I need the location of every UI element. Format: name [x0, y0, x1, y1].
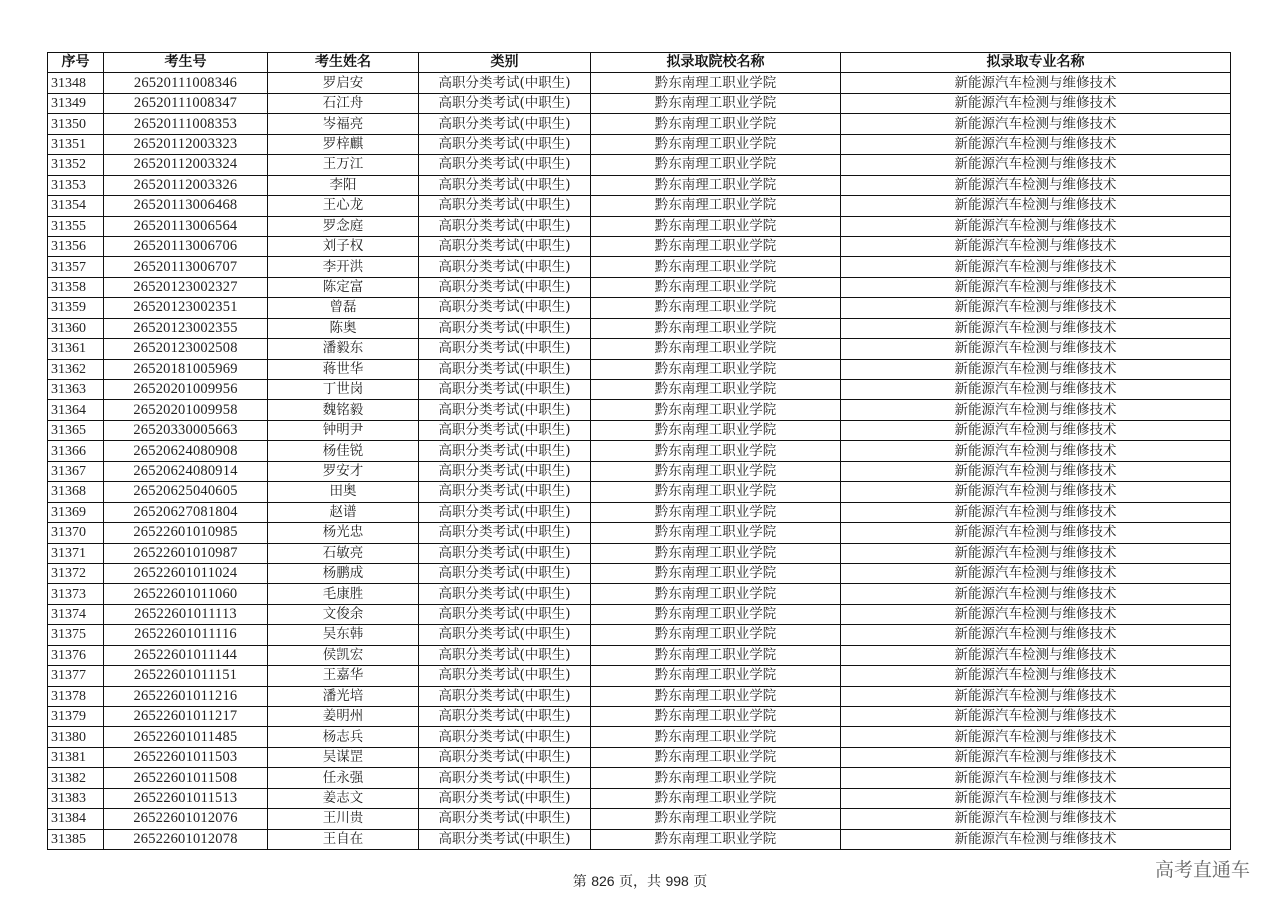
table-row [48, 768, 1231, 788]
cell-school: 黔东南理工职业学院 [591, 747, 841, 767]
table-row [48, 196, 1231, 216]
table-row [48, 114, 1231, 134]
cell-major: 新能源汽车检测与维修技术 [841, 298, 1231, 318]
cell-major: 新能源汽车检测与维修技术 [841, 482, 1231, 502]
cell-exam-id: 26520624080908 [104, 441, 268, 461]
table-row [48, 298, 1231, 318]
cell-seq: 31364 [48, 400, 104, 420]
cell-school: 黔东南理工职业学院 [591, 523, 841, 543]
footer-prefix: 第 [572, 874, 587, 890]
cell-category: 高职分类考试(中职生) [419, 155, 591, 175]
cell-category: 高职分类考试(中职生) [419, 73, 591, 93]
cell-exam-id: 26520111008347 [104, 93, 268, 113]
cell-exam-id: 26520113006707 [104, 257, 268, 277]
cell-name: 杨佳锐 [268, 441, 419, 461]
cell-seq: 31356 [48, 236, 104, 256]
cell-category: 高职分类考试(中职生) [419, 236, 591, 256]
cell-category: 高职分类考试(中职生) [419, 134, 591, 154]
cell-category: 高职分类考试(中职生) [419, 523, 591, 543]
table-row [48, 686, 1231, 706]
cell-seq: 31369 [48, 502, 104, 522]
table-row [48, 502, 1231, 522]
cell-major: 新能源汽车检测与维修技术 [841, 604, 1231, 624]
cell-name: 侯凯宏 [268, 645, 419, 665]
cell-seq: 31384 [48, 809, 104, 829]
cell-seq: 31358 [48, 277, 104, 297]
cell-name: 王川贵 [268, 809, 419, 829]
cell-seq: 31354 [48, 196, 104, 216]
cell-category: 高职分类考试(中职生) [419, 502, 591, 522]
cell-major: 新能源汽车检测与维修技术 [841, 236, 1231, 256]
cell-seq: 31371 [48, 543, 104, 563]
cell-name: 姜志文 [268, 788, 419, 808]
cell-exam-id: 26520123002351 [104, 298, 268, 318]
cell-name: 田奥 [268, 482, 419, 502]
cell-exam-id: 26520181005969 [104, 359, 268, 379]
cell-exam-id: 26522601011144 [104, 645, 268, 665]
cell-name: 任永强 [268, 768, 419, 788]
cell-name: 石敏亮 [268, 543, 419, 563]
cell-category: 高职分类考试(中职生) [419, 257, 591, 277]
header-school: 拟录取院校名称 [591, 53, 841, 73]
table-row [48, 584, 1231, 604]
cell-major: 新能源汽车检测与维修技术 [841, 93, 1231, 113]
cell-name: 曾磊 [268, 298, 419, 318]
cell-seq: 31363 [48, 380, 104, 400]
table-row [48, 236, 1231, 256]
cell-seq: 31349 [48, 93, 104, 113]
cell-seq: 31373 [48, 584, 104, 604]
table-row [48, 380, 1231, 400]
cell-exam-id: 26522601012078 [104, 829, 268, 849]
cell-name: 姜明州 [268, 707, 419, 727]
cell-category: 高职分类考试(中职生) [419, 175, 591, 195]
cell-category: 高职分类考试(中职生) [419, 298, 591, 318]
table-row [48, 788, 1231, 808]
table-header-row [48, 53, 1231, 73]
cell-name: 丁世岗 [268, 380, 419, 400]
admission-table [47, 52, 1231, 850]
cell-exam-id: 26520111008353 [104, 114, 268, 134]
table-row [48, 563, 1231, 583]
cell-school: 黔东南理工职业学院 [591, 482, 841, 502]
cell-name: 魏铭毅 [268, 400, 419, 420]
cell-school: 黔东南理工职业学院 [591, 666, 841, 686]
cell-exam-id: 26520123002355 [104, 318, 268, 338]
cell-seq: 31362 [48, 359, 104, 379]
cell-seq: 31359 [48, 298, 104, 318]
cell-school: 黔东南理工职业学院 [591, 236, 841, 256]
cell-seq: 31366 [48, 441, 104, 461]
cell-seq: 31360 [48, 318, 104, 338]
table-row [48, 461, 1231, 481]
cell-school: 黔东南理工职业学院 [591, 645, 841, 665]
cell-exam-id: 26522601011113 [104, 604, 268, 624]
cell-exam-id: 26520201009956 [104, 380, 268, 400]
cell-major: 新能源汽车检测与维修技术 [841, 277, 1231, 297]
cell-major: 新能源汽车检测与维修技术 [841, 196, 1231, 216]
cell-school: 黔东南理工职业学院 [591, 727, 841, 747]
cell-major: 新能源汽车检测与维修技术 [841, 686, 1231, 706]
cell-category: 高职分类考试(中职生) [419, 420, 591, 440]
cell-major: 新能源汽车检测与维修技术 [841, 523, 1231, 543]
table-row [48, 93, 1231, 113]
cell-major: 新能源汽车检测与维修技术 [841, 829, 1231, 849]
cell-seq: 31348 [48, 73, 104, 93]
cell-seq: 31379 [48, 707, 104, 727]
cell-name: 王心龙 [268, 196, 419, 216]
cell-name: 毛康胜 [268, 584, 419, 604]
page-footer [0, 871, 1280, 891]
cell-major: 新能源汽车检测与维修技术 [841, 809, 1231, 829]
table-row [48, 339, 1231, 359]
cell-name: 钟明尹 [268, 420, 419, 440]
cell-seq: 31353 [48, 175, 104, 195]
table-row [48, 277, 1231, 297]
cell-exam-id: 26520624080914 [104, 461, 268, 481]
cell-school: 黔东南理工职业学院 [591, 93, 841, 113]
cell-name: 王万江 [268, 155, 419, 175]
cell-exam-id: 26520113006706 [104, 236, 268, 256]
cell-name: 王嘉华 [268, 666, 419, 686]
cell-seq: 31351 [48, 134, 104, 154]
table-row [48, 543, 1231, 563]
cell-category: 高职分类考试(中职生) [419, 114, 591, 134]
cell-exam-id: 26520112003324 [104, 155, 268, 175]
cell-name: 李阳 [268, 175, 419, 195]
cell-category: 高职分类考试(中职生) [419, 666, 591, 686]
cell-school: 黔东南理工职业学院 [591, 134, 841, 154]
table-row [48, 155, 1231, 175]
cell-school: 黔东南理工职业学院 [591, 196, 841, 216]
footer-suffix: 页 [693, 874, 708, 890]
cell-exam-id: 26520627081804 [104, 502, 268, 522]
cell-name: 陈定富 [268, 277, 419, 297]
cell-seq: 31372 [48, 563, 104, 583]
cell-seq: 31382 [48, 768, 104, 788]
cell-exam-id: 26520123002508 [104, 339, 268, 359]
cell-exam-id: 26520113006468 [104, 196, 268, 216]
cell-category: 高职分类考试(中职生) [419, 809, 591, 829]
cell-name: 石江舟 [268, 93, 419, 113]
cell-exam-id: 26522601011485 [104, 727, 268, 747]
table-row [48, 707, 1231, 727]
table-row [48, 420, 1231, 440]
cell-major: 新能源汽车检测与维修技术 [841, 788, 1231, 808]
header-exam-id: 考生号 [104, 53, 268, 73]
cell-school: 黔东南理工职业学院 [591, 461, 841, 481]
cell-seq: 31367 [48, 461, 104, 481]
cell-name: 文俊余 [268, 604, 419, 624]
cell-category: 高职分类考试(中职生) [419, 563, 591, 583]
cell-category: 高职分类考试(中职生) [419, 482, 591, 502]
table-row [48, 482, 1231, 502]
cell-major: 新能源汽车检测与维修技术 [841, 563, 1231, 583]
cell-school: 黔东南理工职业学院 [591, 175, 841, 195]
cell-exam-id: 26522601011024 [104, 563, 268, 583]
cell-school: 黔东南理工职业学院 [591, 277, 841, 297]
cell-school: 黔东南理工职业学院 [591, 155, 841, 175]
table-row [48, 257, 1231, 277]
cell-exam-id: 26520625040605 [104, 482, 268, 502]
cell-school: 黔东南理工职业学院 [591, 359, 841, 379]
cell-seq: 31365 [48, 420, 104, 440]
cell-exam-id: 26520201009958 [104, 400, 268, 420]
cell-category: 高职分类考试(中职生) [419, 727, 591, 747]
table-row [48, 747, 1231, 767]
cell-school: 黔东南理工职业学院 [591, 216, 841, 236]
cell-name: 潘毅东 [268, 339, 419, 359]
cell-category: 高职分类考试(中职生) [419, 788, 591, 808]
cell-name: 罗梓麒 [268, 134, 419, 154]
cell-seq: 31378 [48, 686, 104, 706]
cell-category: 高职分类考试(中职生) [419, 318, 591, 338]
cell-exam-id: 26522601012076 [104, 809, 268, 829]
cell-category: 高职分类考试(中职生) [419, 461, 591, 481]
cell-seq: 31370 [48, 523, 104, 543]
header-name: 考生姓名 [268, 53, 419, 73]
cell-major: 新能源汽车检测与维修技术 [841, 666, 1231, 686]
cell-category: 高职分类考试(中职生) [419, 686, 591, 706]
cell-major: 新能源汽车检测与维修技术 [841, 359, 1231, 379]
cell-school: 黔东南理工职业学院 [591, 788, 841, 808]
cell-school: 黔东南理工职业学院 [591, 686, 841, 706]
cell-category: 高职分类考试(中职生) [419, 584, 591, 604]
cell-seq: 31385 [48, 829, 104, 849]
table-row [48, 134, 1231, 154]
cell-exam-id: 26522601011513 [104, 788, 268, 808]
table-row [48, 318, 1231, 338]
footer-mid: 页，共 [619, 874, 661, 890]
cell-name: 吴东韩 [268, 625, 419, 645]
cell-major: 新能源汽车检测与维修技术 [841, 318, 1231, 338]
cell-exam-id: 26522601011116 [104, 625, 268, 645]
cell-name: 岑福亮 [268, 114, 419, 134]
cell-major: 新能源汽车检测与维修技术 [841, 420, 1231, 440]
table-row [48, 359, 1231, 379]
cell-exam-id: 26522601011217 [104, 707, 268, 727]
cell-school: 黔东南理工职业学院 [591, 114, 841, 134]
cell-major: 新能源汽车检测与维修技术 [841, 257, 1231, 277]
cell-exam-id: 26520123002327 [104, 277, 268, 297]
cell-school: 黔东南理工职业学院 [591, 298, 841, 318]
cell-major: 新能源汽车检测与维修技术 [841, 727, 1231, 747]
cell-exam-id: 26522601011508 [104, 768, 268, 788]
cell-major: 新能源汽车检测与维修技术 [841, 584, 1231, 604]
cell-seq: 31368 [48, 482, 104, 502]
cell-category: 高职分类考试(中职生) [419, 277, 591, 297]
cell-major: 新能源汽车检测与维修技术 [841, 134, 1231, 154]
cell-name: 杨鹏成 [268, 563, 419, 583]
cell-seq: 31355 [48, 216, 104, 236]
brand-watermark: 高考直通车 [1154, 859, 1250, 881]
cell-seq: 31375 [48, 625, 104, 645]
cell-seq: 31377 [48, 666, 104, 686]
cell-exam-id: 26520111008346 [104, 73, 268, 93]
header-seq: 序号 [48, 53, 104, 73]
table-row [48, 73, 1231, 93]
table-row [48, 829, 1231, 849]
cell-category: 高职分类考试(中职生) [419, 604, 591, 624]
cell-name: 吴谋罡 [268, 747, 419, 767]
cell-school: 黔东南理工职业学院 [591, 543, 841, 563]
cell-category: 高职分类考试(中职生) [419, 768, 591, 788]
cell-exam-id: 26522601011151 [104, 666, 268, 686]
cell-major: 新能源汽车检测与维修技术 [841, 400, 1231, 420]
cell-exam-id: 26522601011060 [104, 584, 268, 604]
table-row [48, 400, 1231, 420]
table-row [48, 216, 1231, 236]
cell-exam-id: 26522601011503 [104, 747, 268, 767]
cell-exam-id: 26520113006564 [104, 216, 268, 236]
table-row [48, 727, 1231, 747]
table-row [48, 523, 1231, 543]
current-page: 826 [591, 873, 615, 889]
cell-name: 罗安才 [268, 461, 419, 481]
cell-school: 黔东南理工职业学院 [591, 563, 841, 583]
cell-name: 罗念庭 [268, 216, 419, 236]
cell-category: 高职分类考试(中职生) [419, 216, 591, 236]
cell-school: 黔东南理工职业学院 [591, 768, 841, 788]
cell-major: 新能源汽车检测与维修技术 [841, 114, 1231, 134]
cell-category: 高职分类考试(中职生) [419, 359, 591, 379]
cell-seq: 31350 [48, 114, 104, 134]
cell-name: 杨志兵 [268, 727, 419, 747]
cell-category: 高职分类考试(中职生) [419, 625, 591, 645]
cell-name: 刘子权 [268, 236, 419, 256]
cell-school: 黔东南理工职业学院 [591, 257, 841, 277]
cell-category: 高职分类考试(中职生) [419, 441, 591, 461]
table-row [48, 604, 1231, 624]
cell-category: 高职分类考试(中职生) [419, 543, 591, 563]
table-row [48, 441, 1231, 461]
cell-school: 黔东南理工职业学院 [591, 73, 841, 93]
cell-major: 新能源汽车检测与维修技术 [841, 502, 1231, 522]
cell-school: 黔东南理工职业学院 [591, 809, 841, 829]
cell-major: 新能源汽车检测与维修技术 [841, 625, 1231, 645]
table-row [48, 175, 1231, 195]
table-row [48, 645, 1231, 665]
cell-school: 黔东南理工职业学院 [591, 441, 841, 461]
cell-exam-id: 26520112003323 [104, 134, 268, 154]
table-row [48, 809, 1231, 829]
cell-exam-id: 26520112003326 [104, 175, 268, 195]
cell-category: 高职分类考试(中职生) [419, 645, 591, 665]
cell-school: 黔东南理工职业学院 [591, 829, 841, 849]
cell-school: 黔东南理工职业学院 [591, 625, 841, 645]
cell-category: 高职分类考试(中职生) [419, 380, 591, 400]
total-pages: 998 [665, 873, 689, 889]
cell-category: 高职分类考试(中职生) [419, 747, 591, 767]
cell-school: 黔东南理工职业学院 [591, 502, 841, 522]
cell-name: 潘光培 [268, 686, 419, 706]
cell-exam-id: 26522601010987 [104, 543, 268, 563]
cell-school: 黔东南理工职业学院 [591, 420, 841, 440]
cell-major: 新能源汽车检测与维修技术 [841, 175, 1231, 195]
header-major: 拟录取专业名称 [841, 53, 1231, 73]
cell-name: 赵谱 [268, 502, 419, 522]
cell-major: 新能源汽车检测与维修技术 [841, 441, 1231, 461]
table-body [48, 73, 1231, 850]
cell-seq: 31352 [48, 155, 104, 175]
cell-school: 黔东南理工职业学院 [591, 707, 841, 727]
cell-school: 黔东南理工职业学院 [591, 318, 841, 338]
cell-name: 李开洪 [268, 257, 419, 277]
cell-seq: 31357 [48, 257, 104, 277]
cell-category: 高职分类考试(中职生) [419, 707, 591, 727]
cell-category: 高职分类考试(中职生) [419, 829, 591, 849]
cell-school: 黔东南理工职业学院 [591, 339, 841, 359]
cell-name: 王自在 [268, 829, 419, 849]
cell-exam-id: 26520330005663 [104, 420, 268, 440]
cell-category: 高职分类考试(中职生) [419, 196, 591, 216]
cell-exam-id: 26522601011216 [104, 686, 268, 706]
cell-category: 高职分类考试(中职生) [419, 93, 591, 113]
cell-seq: 31381 [48, 747, 104, 767]
cell-major: 新能源汽车检测与维修技术 [841, 73, 1231, 93]
cell-school: 黔东南理工职业学院 [591, 584, 841, 604]
cell-major: 新能源汽车检测与维修技术 [841, 380, 1231, 400]
cell-name: 陈奥 [268, 318, 419, 338]
cell-seq: 31376 [48, 645, 104, 665]
cell-exam-id: 26522601010985 [104, 523, 268, 543]
cell-category: 高职分类考试(中职生) [419, 400, 591, 420]
cell-category: 高职分类考试(中职生) [419, 339, 591, 359]
cell-major: 新能源汽车检测与维修技术 [841, 339, 1231, 359]
header-category: 类别 [419, 53, 591, 73]
cell-school: 黔东南理工职业学院 [591, 380, 841, 400]
cell-name: 罗启安 [268, 73, 419, 93]
cell-school: 黔东南理工职业学院 [591, 604, 841, 624]
cell-major: 新能源汽车检测与维修技术 [841, 543, 1231, 563]
cell-major: 新能源汽车检测与维修技术 [841, 645, 1231, 665]
cell-school: 黔东南理工职业学院 [591, 400, 841, 420]
cell-major: 新能源汽车检测与维修技术 [841, 747, 1231, 767]
cell-major: 新能源汽车检测与维修技术 [841, 216, 1231, 236]
cell-seq: 31383 [48, 788, 104, 808]
cell-seq: 31374 [48, 604, 104, 624]
table-row [48, 625, 1231, 645]
cell-seq: 31361 [48, 339, 104, 359]
table-row [48, 666, 1231, 686]
cell-seq: 31380 [48, 727, 104, 747]
cell-name: 蒋世华 [268, 359, 419, 379]
cell-major: 新能源汽车检测与维修技术 [841, 155, 1231, 175]
cell-name: 杨光忠 [268, 523, 419, 543]
cell-major: 新能源汽车检测与维修技术 [841, 707, 1231, 727]
cell-major: 新能源汽车检测与维修技术 [841, 768, 1231, 788]
cell-major: 新能源汽车检测与维修技术 [841, 461, 1231, 481]
